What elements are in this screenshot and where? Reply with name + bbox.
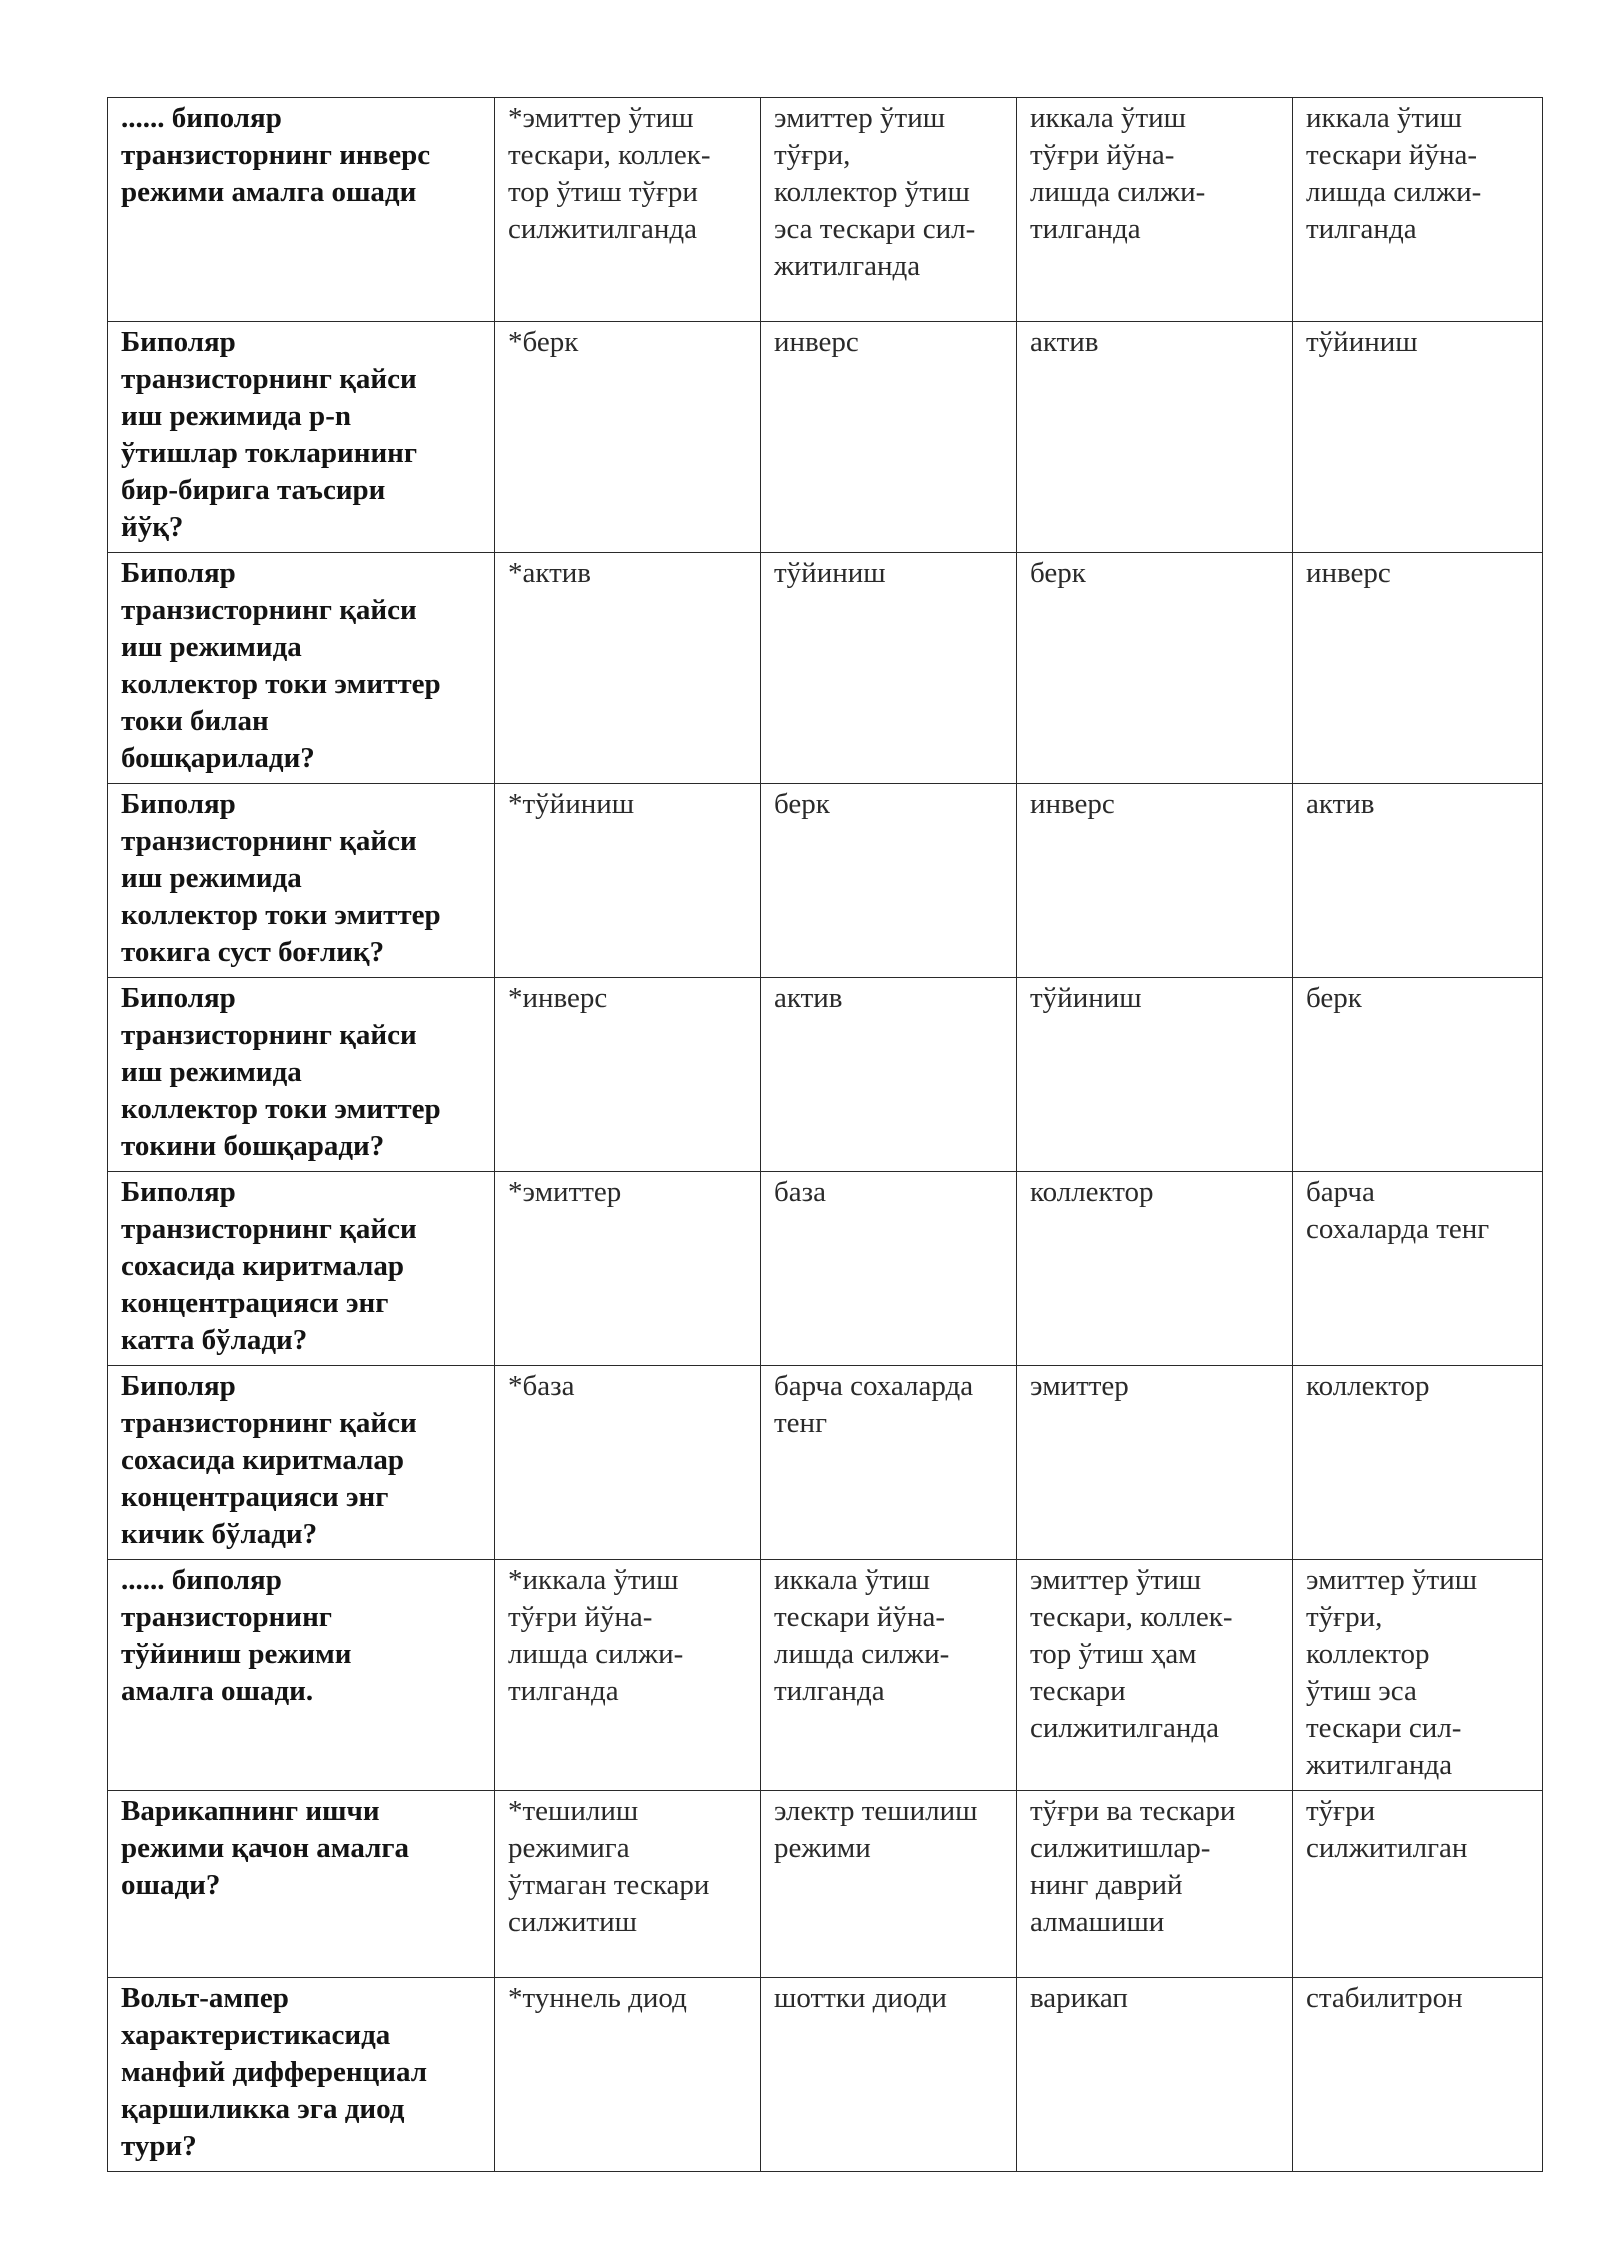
table-row	[108, 1366, 1543, 1560]
answer-option-cell: эмиттер	[1017, 1366, 1293, 1560]
answer-option-cell: эмиттер ўтиш тўғри, коллектор ўтиш эса тескари сил- житилганда	[761, 98, 1017, 322]
table-row	[108, 553, 1543, 784]
quiz-table	[107, 97, 1543, 2172]
table-row	[108, 1791, 1543, 1978]
answer-option-cell: инверс	[1293, 553, 1543, 784]
answer-option-cell: электр тешилиш режими	[761, 1791, 1017, 1978]
table-row	[108, 784, 1543, 978]
table-row	[108, 1560, 1543, 1791]
correct-answer-cell: *туннель диод	[495, 1978, 761, 2172]
question-cell: ...... биполяр транзисторнинг инверс режими амалга ошади	[108, 98, 495, 322]
question-cell: ...... биполяр транзисторнинг тўйиниш режими амалга ошади.	[108, 1560, 495, 1791]
question-cell: Вольт-ампер характеристикасида манфий дифференциал қаршиликка эга диод тури?	[108, 1978, 495, 2172]
question-cell: Биполяр транзисторнинг қайси иш режимида коллектор токи эмиттер токи билан бошқарилади?	[108, 553, 495, 784]
question-cell: Биполяр транзисторнинг қайси иш режимида коллектор токи эмиттер токига суст боғлиқ?	[108, 784, 495, 978]
correct-answer-cell: *тўйиниш	[495, 784, 761, 978]
answer-option-cell: берк	[1017, 553, 1293, 784]
answer-option-cell: стабилитрон	[1293, 1978, 1543, 2172]
answer-option-cell: варикап	[1017, 1978, 1293, 2172]
table-row	[108, 978, 1543, 1172]
answer-option-cell: тўйиниш	[1293, 322, 1543, 553]
question-cell: Биполяр транзисторнинг қайси сохасида киритмалар концентрацияси энг кичик бўлади?	[108, 1366, 495, 1560]
answer-option-cell: барча сохаларда тенг	[1293, 1172, 1543, 1366]
answer-option-cell: берк	[761, 784, 1017, 978]
question-cell: Биполяр транзисторнинг қайси иш режимида коллектор токи эмиттер токини бошқаради?	[108, 978, 495, 1172]
answer-option-cell: берк	[1293, 978, 1543, 1172]
question-cell: Биполяр транзисторнинг қайси сохасида киритмалар концентрацияси энг катта бўлади?	[108, 1172, 495, 1366]
question-cell: Варикапнинг ишчи режими қачон амалга ошади?	[108, 1791, 495, 1978]
answer-option-cell: иккала ўтиш тўғри йўна- лишда силжи- тилганда	[1017, 98, 1293, 322]
correct-answer-cell: *инверс	[495, 978, 761, 1172]
question-cell: Биполяр транзисторнинг қайси иш режимида p-n ўтишлар токларининг бир-бирига таъсири йўқ?	[108, 322, 495, 553]
answer-option-cell: иккала ўтиш тескари йўна- лишда силжи- тилганда	[761, 1560, 1017, 1791]
table-row	[108, 1172, 1543, 1366]
correct-answer-cell: *тешилиш режимига ўтмаган тескари силжитиш	[495, 1791, 761, 1978]
answer-option-cell: инверс	[761, 322, 1017, 553]
answer-option-cell: иккала ўтиш тескари йўна- лишда силжи- тилганда	[1293, 98, 1543, 322]
correct-answer-cell: *актив	[495, 553, 761, 784]
answer-option-cell: актив	[761, 978, 1017, 1172]
answer-option-cell: барча сохаларда тенг	[761, 1366, 1017, 1560]
answer-option-cell: эмиттер ўтиш тўғри, коллектор ўтиш эса тескари сил- житилганда	[1293, 1560, 1543, 1791]
answer-option-cell: тўғри силжитилган	[1293, 1791, 1543, 1978]
correct-answer-cell: *берк	[495, 322, 761, 553]
correct-answer-cell: *база	[495, 1366, 761, 1560]
correct-answer-cell: *иккала ўтиш тўғри йўна- лишда силжи- тилганда	[495, 1560, 761, 1791]
table-row	[108, 98, 1543, 322]
correct-answer-cell: *эмиттер ўтиш тескари, коллек- тор ўтиш тўғри силжитилганда	[495, 98, 761, 322]
answer-option-cell: шоттки диоди	[761, 1978, 1017, 2172]
answer-option-cell: эмиттер ўтиш тескари, коллек- тор ўтиш ҳам тескари силжитилганда	[1017, 1560, 1293, 1791]
table-row	[108, 322, 1543, 553]
answer-option-cell: актив	[1293, 784, 1543, 978]
correct-answer-cell: *эмиттер	[495, 1172, 761, 1366]
answer-option-cell: коллектор	[1293, 1366, 1543, 1560]
answer-option-cell: коллектор	[1017, 1172, 1293, 1366]
answer-option-cell: актив	[1017, 322, 1293, 553]
answer-option-cell: тўғри ва тескари силжитишлар- нинг даврий алмашиши	[1017, 1791, 1293, 1978]
answer-option-cell: тўйиниш	[1017, 978, 1293, 1172]
answer-option-cell: база	[761, 1172, 1017, 1366]
answer-option-cell: инверс	[1017, 784, 1293, 978]
table-row	[108, 1978, 1543, 2172]
answer-option-cell: тўйиниш	[761, 553, 1017, 784]
